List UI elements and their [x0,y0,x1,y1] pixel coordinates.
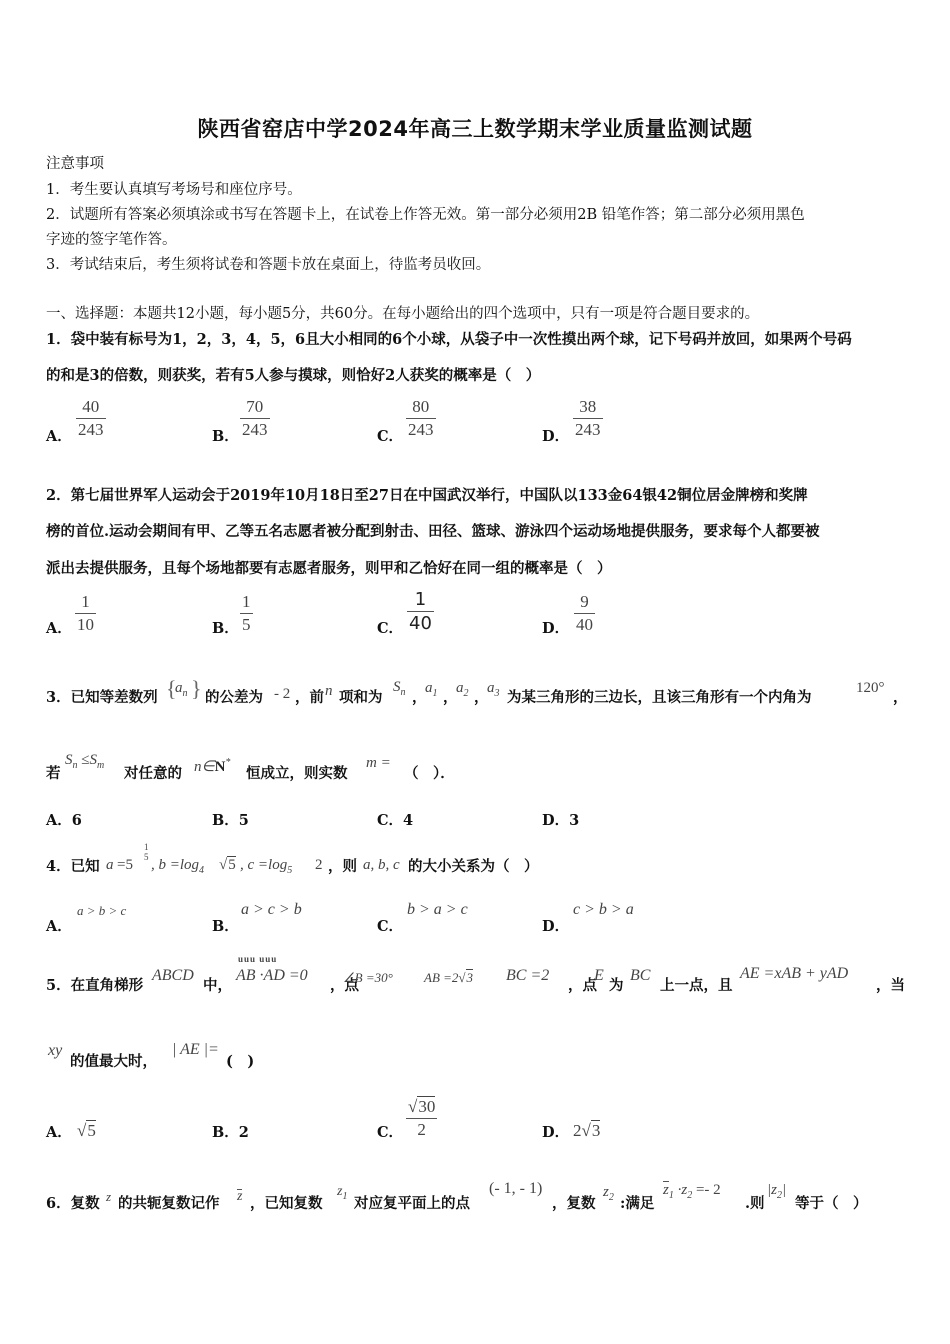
section-heading: 一、选择题：本题共12小题，每小题5分，共60分。在每小题给出的四个选项中，只有一项是符合题目要求的。 [46,306,760,322]
q3-text: 对任意的 [124,765,182,782]
notice-item: 2．试题所有答案必须填涂或书写在答题卡上，在试卷上作答无效。第一部分必须用2B 铅笔作答；第二部分必须用黑色 [46,207,805,223]
q5-text: ，点 [330,977,359,994]
q2-option-b-fraction: 1 5 [242,592,251,634]
q1-option-a-fraction: 40 243 [78,397,104,439]
q4-exponent: 1 5 [144,842,149,862]
notice-item: 1．考生要认真填写考场号和座位序号。 [46,182,302,198]
q3-angle: 120° [856,680,885,696]
q5-bc-2: BC [630,967,651,984]
q5-ae-expression: AE =xAB + yAD [740,965,849,982]
q6-text: 的共轭复数记作 [118,1195,220,1212]
q3-sequence: $a_n$ [175,680,188,699]
q4-sqrt5: √5 [219,857,236,873]
q3-text: ， [893,689,908,706]
q2-option-d-fraction: 9 40 [576,592,593,634]
q6-equation: $z_1 \cdot z_2 =- 2$ [663,1182,721,1201]
q6-z-conjugate: z [237,1189,243,1204]
q3-text: 为某三角形的三边长，且该三角形有一个内角为 [507,689,812,706]
q3-a1: $a_1$ [425,680,438,699]
q5-option-c-fraction: √30 2 [408,1097,436,1139]
q3-text: 的公差为 [205,689,263,706]
q5-option-d-expr: 2√3 [573,1121,601,1140]
q6-text: .则 [745,1195,765,1212]
q3-brace-close: } [191,676,202,701]
q3-a3: $a_3$ [487,680,500,699]
q6-z2: $z_2$ [603,1184,614,1203]
q4-option-d-label: D． [542,918,570,935]
q2-option-b-label: B． [212,620,239,637]
notice-item: 字迹的签字笔作答。 [46,232,177,248]
q1-option-c-fraction: 80 243 [408,397,434,439]
q1-stem-line2: 的和是3的倍数，则获奖，若有5人参与摸球，则恰好2人获奖的概率是（ ） [46,367,541,384]
q5-abs-ae: | AE |= [172,1041,219,1058]
q3-difference: - 2 [274,686,291,702]
q5-point-e: E [594,967,604,984]
q6-text: 对应复平面上的点 [354,1195,470,1212]
q5-option-a-label: A． [46,1124,72,1141]
q2-option-d-label: D． [542,620,570,637]
q4-option-c-label: C． [377,918,404,935]
q3-brace-open: { [166,676,177,701]
q4-option-b-label: B． [212,918,239,935]
q5-text: ，点 [568,977,597,994]
q6-text: 等于（ ） [795,1195,868,1212]
q4-option-c-expr: b > a > c [407,901,468,918]
q3-sn: $S_n$ [393,679,406,698]
q3-text: ，前 [295,689,324,706]
q1-option-d-fraction: 38 243 [575,397,601,439]
q4-option-a-label: A． [46,918,72,935]
q3-option-a: A．6 [46,812,82,829]
q4-option-a-expr: a > b > c [77,903,127,918]
q4-a: a [106,857,114,873]
q1-option-c-label: C． [377,428,404,445]
q4-option-b-expr: a > c > b [241,901,302,918]
q4-eq5: =5 [117,857,133,873]
q5-angle-b: ∠B =30° [343,970,393,985]
q5-text: 中， [203,977,232,994]
q6-text: ，复数 [552,1195,596,1212]
q3-option-c: C．4 [377,812,414,829]
q3-text: （ ）． [404,765,455,782]
q1-option-d-label: D． [542,428,570,445]
q5-option-c-label: C． [377,1124,404,1141]
q5-dot-product: AB ·AD =0 [236,967,308,984]
q5-text: ( ) [226,1053,255,1070]
q2-option-a-label: A． [46,620,72,637]
q6-z1: $z_1$ [337,1184,348,1202]
q5-option-b: B．2 [212,1124,249,1141]
q5-vector-arrows: uuu uuu [238,954,278,964]
q1-option-b-label: B． [212,428,239,445]
q3-text: ， [412,689,427,706]
q3-n-in-N: n∈N* [194,757,231,775]
q3-option-b: B．5 [212,812,249,829]
q4-option-d-expr: c > b > a [573,901,634,918]
q3-m-equals: m = [366,755,391,771]
q3-text: 项和为 [339,689,383,706]
q5-text: 为 [609,977,624,994]
q2-stem-line3: 派出去提供服务，且每个场地都要有志愿者服务，则甲和乙恰好在同一组的概率是（ ） [46,560,612,577]
q6-text: ，已知复数 [250,1195,323,1212]
q4-c: , $c =\log_5$ [240,857,293,876]
q3-text: 恒成立，则实数 [246,765,348,782]
q5-bc: BC =2 [506,967,550,984]
q6-z: z [106,1189,112,1204]
q3-text: ， [443,689,458,706]
q5-ab: AB =2√3 [424,970,474,985]
q1-option-b-fraction: 70 243 [242,397,268,439]
q1-stem-line1: 1．袋中装有标号为1，2，3，4，5，6且大小相同的6个小球，从袋子中一次性摸出两个球，记下号码并放回，如果两个号码 [46,331,852,348]
q3-inequality: $S_n \le S_m$ [65,752,105,771]
q2-stem-line1: 2．第七届世界军人运动会于2019年10月18日至27日在中国武汉举行，中国队以133金64银42铜位居金牌榜和奖牌 [46,487,808,504]
q6-abs-z2: $|z_2|$ [767,1182,787,1201]
q5-option-d-label: D． [542,1124,570,1141]
q5-text: 5．在直角梯形 [46,977,144,994]
q5-option-a-expr: √5 [77,1121,96,1140]
q5-xy: xy [48,1042,63,1059]
q6-point: (- 1, - 1) [489,1180,543,1197]
q4-text: 的大小关系为（ ） [408,858,539,875]
q4-two: 2 [315,857,323,873]
q4-text: ，则 [328,858,357,875]
q5-trapezoid: ABCD [152,967,194,984]
notice-item: 3．考试结束后，考生须将试卷和答题卡放在桌面上，待监考员收回。 [46,257,491,273]
q6-text: 6．复数 [46,1195,100,1212]
q5-text: 上一点，且 [660,977,733,994]
q3-text: 若 [46,765,61,782]
q4-b: , $b =\log_4$ [151,857,205,876]
q5-text: 的值最大时， [70,1053,157,1070]
q1-option-a-label: A． [46,428,72,445]
q3-text: 3．已知等差数列 [46,689,158,706]
q2-stem-line2: 榜的首位.运动会期间有甲、乙等五名志愿者被分配到射击、田径、篮球、游泳四个运动场地提供服务，要求每个人都要被 [46,523,820,540]
q2-option-c-label: C． [377,620,404,637]
q3-option-d: D．3 [542,812,580,829]
q4-text: 4．已知 [46,858,100,875]
q2-option-a-fraction: 1 10 [77,592,94,634]
q6-text: :满足 [620,1195,655,1212]
q3-a2: $a_2$ [456,680,469,699]
notice-heading: 注意事项 [46,156,104,172]
q5-text: ，当 [876,977,905,994]
q3-n: n [325,683,333,699]
page-title: 陕西省窑店中学2024年高三上数学期末学业质量监测试题 [197,117,753,141]
q2-option-c-fraction: 1 40 [409,589,432,634]
q4-vars: a, b, c [363,857,400,873]
q3-text: ， [474,689,489,706]
